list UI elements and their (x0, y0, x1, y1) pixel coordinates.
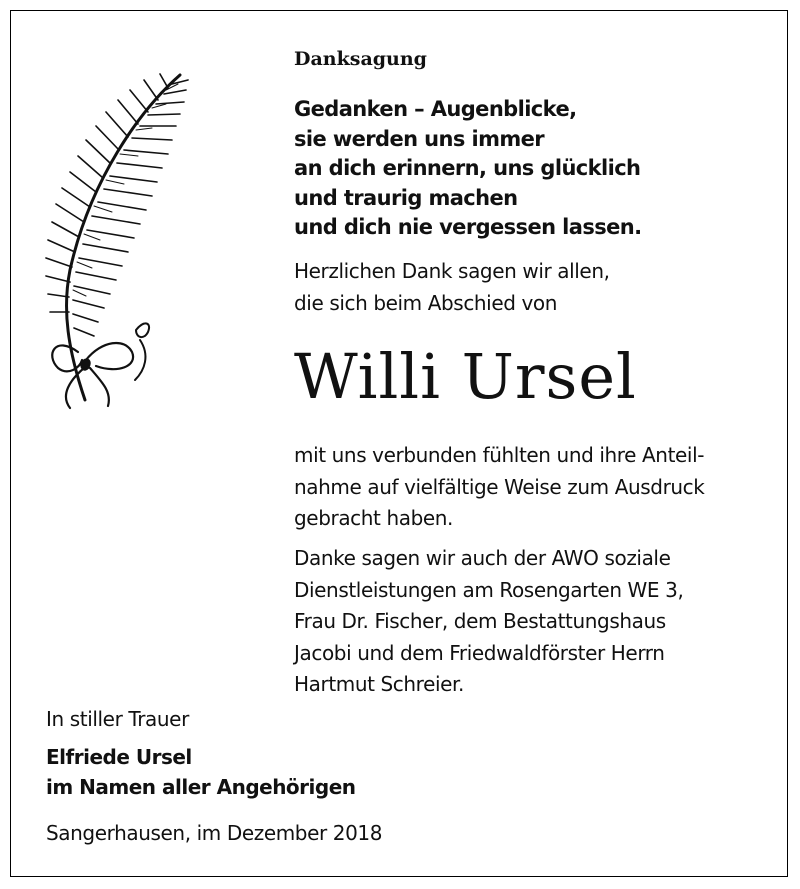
signatory-name: Elfriede Ursel (46, 745, 192, 769)
notice-heading: Danksagung (294, 48, 427, 70)
poem-line: und dich nie vergessen lassen. (294, 215, 642, 239)
paragraph-line: Danke sagen wir auch der AWO soziale (294, 546, 671, 570)
poem-block (294, 95, 642, 243)
intro-line: die sich beim Abschied von (294, 290, 558, 315)
signatory-line: im Namen aller Angehörigen (46, 775, 356, 799)
paragraph-line: Hartmut Schreier. (294, 672, 464, 696)
deceased-name: Willi Ursel (294, 340, 637, 413)
thanks-paragraph (294, 440, 704, 535)
poem-line: und traurig machen (294, 185, 518, 210)
palm-frond-with-ribbon-icon (40, 70, 190, 415)
additional-thanks-paragraph (294, 543, 683, 701)
poem-line: an dich erinnern, uns glücklich (294, 156, 641, 180)
paragraph-line: Frau Dr. Fischer, dem Bestattungshaus (294, 609, 666, 633)
paragraph-line: nahme auf vielfältige Weise zum Ausdruck (294, 474, 705, 499)
mourning-line: In stiller Trauer (46, 707, 189, 731)
paragraph-line: Dienstleistungen am Rosengarten WE 3, (294, 577, 684, 602)
poem-line: sie werden uns immer (294, 126, 545, 151)
signatories (46, 742, 356, 802)
paragraph-line: mit uns verbunden fühlten und ihre Anteil- (294, 443, 705, 467)
paragraph-line: gebracht haben. (294, 506, 454, 530)
intro-line: Herzlichen Dank sagen wir allen, (294, 259, 610, 283)
paragraph-line: Jacobi und dem Friedwaldförster Herrn (294, 640, 665, 665)
intro-text (294, 256, 610, 319)
place-and-date: Sangerhausen, im Dezember 2018 (46, 821, 383, 845)
poem-line: Gedanken – Augenblicke, (294, 97, 577, 121)
